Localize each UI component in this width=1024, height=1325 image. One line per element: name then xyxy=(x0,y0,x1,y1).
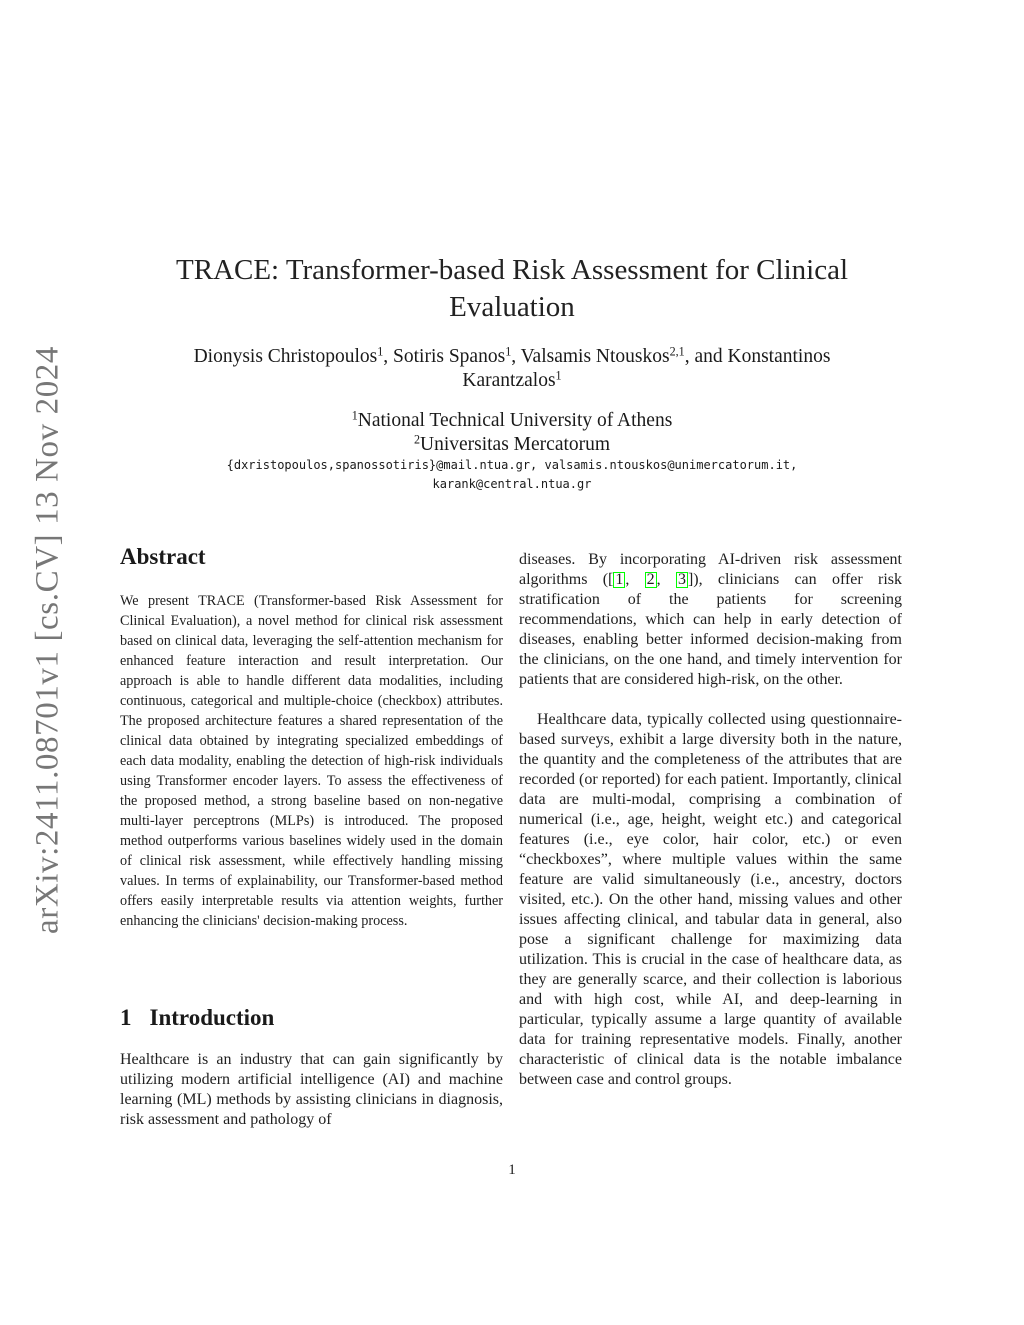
section-title: Introduction xyxy=(149,1005,275,1030)
email-line-1[interactable]: {dxristopoulos,spanossotiris}@mail.ntua.gr, valsamis.ntouskos@unimercatorum.it, xyxy=(226,458,798,472)
affil-mark: 2 xyxy=(413,432,420,447)
right-column-paragraph-1: diseases. By incorporating AI-driven risk assessment algorithms ([ 1 , 2 , 3 ]), clinicians can offer risk stratification of the patients for screening recommendations, which can help in early detection of diseases, enabling better informed decision-making from the clinicians, on the one hand, and timely intervention for patients that are considered high-risk, on the other. xyxy=(519,551,903,688)
affil-name: Universitas Mercatorum xyxy=(419,434,611,455)
abstract-heading: Abstract xyxy=(120,544,206,569)
arxiv-identifier[interactable]: arXiv:2411.08701v1 [cs.CV] 13 Nov 2024 xyxy=(29,345,66,935)
section-number: 1 xyxy=(120,1005,132,1030)
author-name: Sotiris Spanos xyxy=(393,346,506,367)
title-line-2: Evaluation xyxy=(449,291,575,323)
author-affil-mark: 1 xyxy=(505,344,512,359)
author-affil-mark: 1 xyxy=(377,344,384,359)
introduction-body: Healthcare is an industry that can gain significantly by utilizing modern artificial intelligence (AI) and machine learning (ML) methods by assisting clinicians in diagnosis, risk assessment and pathology of xyxy=(120,1051,503,1128)
author-list xyxy=(140,345,884,393)
author-emails xyxy=(160,456,864,494)
author-name: Valsamis Ntouskos xyxy=(520,346,670,367)
citation-link[interactable]: 2 xyxy=(646,571,655,588)
introduction-heading xyxy=(120,1005,274,1031)
right-column-paragraph-2: Healthcare data, typically collected using questionnaire-based surveys, exhibit a large diversity both in the nature, the quantity and the completeness of the attributes that are recorded (or reported) for each patient. Importantly, clinical data are multi-modal, comprising a combination of numerical (i.e., age, height, weight etc.) and categorical features (i.e., eye color, hair color, etc.) or even “checkboxes”, where multiple values within the same feature are valid simultaneously (i.e., ancestry, doctors visited, etc.). On the other hand, missing values and other issues affecting clinical, and tabular data in general, also pose a significant challenge for maximizing data utilization. This is crucial in the case of healthcare data, as they are generally scarce, and their collection is laborious and with high cost, while AI, and deep-learning in particular, typically assume a large quantity of available data for training representative models. Finally, another characteristic of clinical data is the notable imbalance between case and control groups. xyxy=(519,711,902,1088)
affil-name: National Technical University of Athens xyxy=(357,410,673,431)
author-name: Konstantinos xyxy=(727,346,831,367)
author-name: Karantzalos xyxy=(462,370,556,391)
affiliations xyxy=(140,409,884,457)
affiliation-1 xyxy=(140,409,884,433)
paragraph-text: ]), clinicians can offer risk stratification of the patients for screening recommendations, which can help in early detection of diseases, enabling better informed decision-making from the clinicians, on the one hand, and timely intervention for patients that are considered high-risk, on the other. xyxy=(519,571,903,688)
author-line-1: Dionysis Christopoulos$^1$, Sotiris Spanos$^1$, Valsamis Ntouskos$^{2,1}$, and Konstantinos xyxy=(193,344,831,367)
paragraph-text: diseases. By incorporating AI-driven risk assessment algorithms ([ xyxy=(519,551,902,588)
citation-link[interactable]: 3 xyxy=(677,571,686,588)
author-affil-mark: 1 xyxy=(555,368,562,383)
affiliation-2 xyxy=(140,433,884,457)
citation-link[interactable]: 1 xyxy=(615,571,624,588)
title-line-1: TRACE: Transformer-based Risk Assessment for Clinical xyxy=(175,254,848,286)
author-name: Dionysis Christopoulos xyxy=(193,346,378,367)
abstract-body: We present TRACE (Transformer-based Risk Assessment for Clinical Evaluation), a novel method for clinical risk assessment based on clinical data, leveraging the self-attention mechanism for enhanced feature interaction and result interpretation. Our approach is able to handle different data modalities, including continuous, categorical and multiple-choice (checkbox) attributes. The proposed architecture features a shared representation of the clinical data obtained by integrating specialized embeddings of each data modality, enabling the detection of high-risk individuals using Transformer encoder layers. To assess the effectiveness of the proposed method, a strong baseline based on non-negative multi-layer perceptrons (MLPs) is introduced. The proposed method outperforms various baselines widely used in the domain of clinical risk assessment, while effectively handling missing values. In terms of explainability, our Transformer-based method offers easily interpretable results via attention weights, further enhancing the clinicians' decision-making process. xyxy=(120,593,503,929)
paper-title xyxy=(140,252,884,326)
affil-mark: 1 xyxy=(351,408,358,423)
email-line-2[interactable]: karank@central.ntua.gr xyxy=(432,477,592,491)
author-line-2 xyxy=(140,369,884,393)
page-number: 1 xyxy=(508,1162,516,1178)
author-affil-mark: 2,1 xyxy=(669,344,685,359)
